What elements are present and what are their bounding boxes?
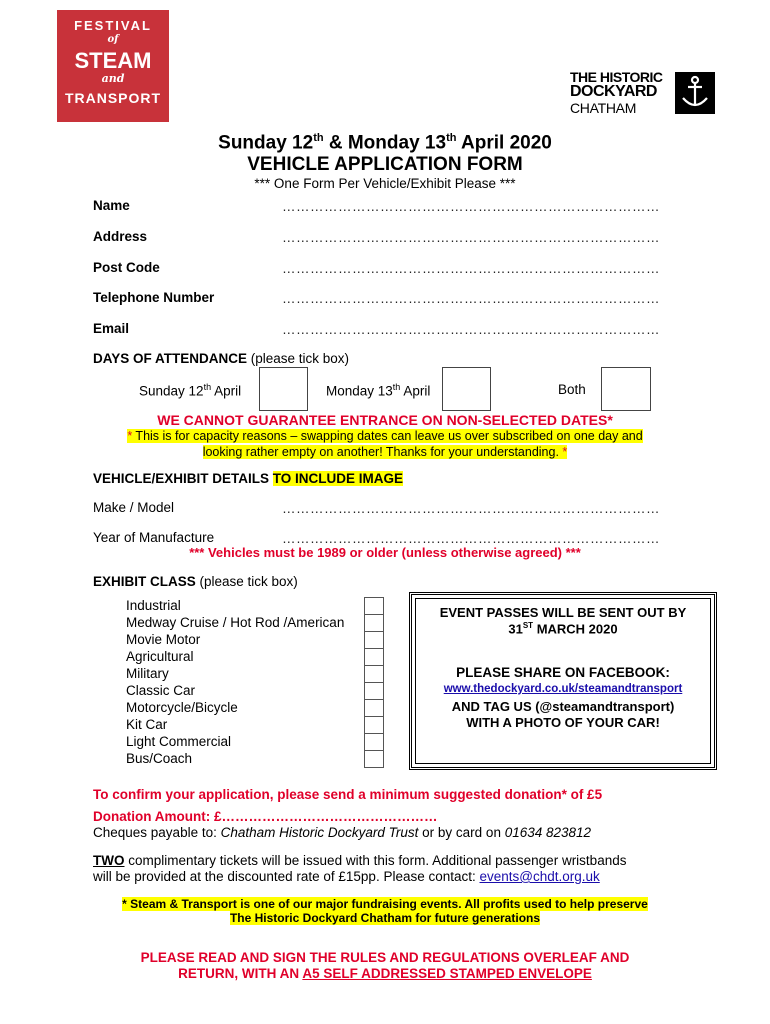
logo-text-and: and [101, 72, 125, 85]
capacity-note-line2 [0, 445, 770, 459]
dockyard-logo [570, 70, 720, 118]
class-item-military: Military [126, 666, 169, 681]
class-item-medway-cruise: Medway Cruise / Hot Rod /American [126, 615, 345, 630]
passes-date-sup: ST [522, 621, 534, 630]
year-label: Year of Manufacture [93, 530, 215, 545]
passes-month: MARCH 2020 [533, 621, 618, 637]
sunday-label [139, 382, 241, 399]
form-subtitle: *** One Form Per Vehicle/Exhibit Please *** [254, 176, 516, 191]
class-checkbox-kit-car[interactable] [364, 716, 384, 734]
email-label: Email [93, 321, 130, 336]
fundraising-text: * Steam & Transport is one of our major fundraising events. All profits used to help preserve [122, 897, 648, 911]
footer-line1: PLEASE READ AND SIGN THE RULES AND REGULATIONS OVERLEAF AND [140, 950, 630, 965]
class-checkbox-light-commercial[interactable] [364, 733, 384, 751]
monday-label [326, 382, 430, 399]
passes-line2 [416, 621, 710, 636]
logo-text-transport: TRANSPORT [64, 90, 162, 106]
make-model-field[interactable]: ……………………………………………………………………… [282, 501, 660, 516]
make-model-label: Make / Model [93, 500, 175, 515]
note-star: * [127, 429, 133, 443]
note-text: looking rather empty on another! Thanks for your understanding. [202, 445, 563, 459]
email-field[interactable]: ……………………………………………………………………… [282, 322, 660, 337]
class-item-movie-motor: Movie Motor [126, 632, 201, 647]
class-checkbox-agricultural[interactable] [364, 648, 384, 666]
dockyard-link-wrap [416, 683, 710, 695]
sunday-text: April [211, 383, 242, 399]
fundraising-line1 [0, 897, 770, 911]
event-date-line [0, 132, 770, 154]
donation-amount-field[interactable]: Donation Amount: £………………………………………… [93, 809, 438, 824]
form-title: VEHICLE APPLICATION FORM [247, 154, 523, 175]
sunday-checkbox[interactable] [259, 367, 308, 411]
class-checkbox-motorcycle[interactable] [364, 699, 384, 717]
note-text: This is for capacity reasons – swapping dates can leave us over subscribed on one day and [132, 429, 643, 443]
donation-confirm: To confirm your application, please send a minimum suggested donation* of £5 [93, 787, 603, 802]
capacity-note-line1 [0, 429, 770, 443]
logo-text-steam: STEAM [74, 48, 152, 73]
vehicle-heading [93, 471, 403, 486]
monday-checkbox[interactable] [442, 367, 491, 411]
tickets-two: TWO [93, 853, 125, 868]
class-checkbox-classic-car[interactable] [364, 682, 384, 700]
cheques-text: Cheques payable to: [93, 825, 221, 840]
logo-text-festival: FESTIVAL [74, 18, 152, 33]
telephone-field[interactable]: ……………………………………………………………………… [282, 291, 660, 306]
date-part: & Monday 13 [323, 132, 447, 154]
date-sup: th [313, 132, 324, 144]
vehicle-heading-highlight: TO INCLUDE IMAGE [272, 471, 404, 486]
class-checkbox-military[interactable] [364, 665, 384, 683]
postcode-label: Post Code [93, 260, 160, 275]
cheques-phone: 01634 823812 [504, 825, 592, 840]
class-item-light-commercial: Light Commercial [126, 734, 232, 749]
logo-text-the-historic: THE HISTORIC [570, 69, 663, 85]
footer-line2 [0, 966, 770, 981]
cheques-text: or by card on [418, 825, 505, 840]
class-item-motorcycle: Motorcycle/Bicycle [126, 700, 238, 715]
telephone-label: Telephone Number [93, 290, 215, 305]
address-label: Address [93, 229, 148, 244]
logo-text-chatham: CHATHAM [570, 100, 637, 116]
dockyard-link[interactable]: www.thedockyard.co.uk/steamandtransport [443, 683, 683, 695]
facebook-share-text: PLEASE SHARE ON FACEBOOK: [456, 665, 670, 680]
photo-text: WITH A PHOTO OF YOUR CAR! [466, 715, 660, 730]
contact-email-link[interactable]: events@chdt.org.uk [479, 869, 600, 884]
sunday-text: Sunday 12 [139, 383, 204, 399]
class-item-industrial: Industrial [126, 598, 181, 613]
name-field[interactable]: ……………………………………………………………………… [282, 199, 660, 214]
monday-text: Monday 13 [326, 383, 393, 399]
class-checkbox-medway-cruise[interactable] [364, 614, 384, 632]
date-part: April 2020 [456, 132, 552, 154]
date-sup: th [446, 132, 457, 144]
year-field[interactable]: ……………………………………………………………………… [282, 531, 660, 546]
fundraising-line2 [0, 911, 770, 925]
class-item-classic-car: Classic Car [126, 683, 196, 698]
passes-line1: EVENT PASSES WILL BE SENT OUT BY [439, 605, 687, 620]
postcode-field[interactable]: ……………………………………………………………………… [282, 261, 660, 276]
name-label: Name [93, 198, 130, 213]
sunday-sup: th [203, 382, 212, 392]
festival-logo [57, 10, 169, 122]
class-item-agricultural: Agricultural [126, 649, 194, 664]
tickets-line2 [93, 869, 600, 884]
tickets-text: complimentary tickets will be issued with this form. Additional passenger wristbands [124, 853, 627, 868]
attendance-heading [93, 351, 349, 366]
logo-text-dockyard: DOCKYARD [570, 83, 657, 100]
exhibit-class-heading [93, 574, 298, 589]
tickets-text: will be provided at the discounted rate of £15pp. Please contact: [93, 869, 480, 884]
tickets-line1 [93, 853, 626, 868]
dates-warning: WE CANNOT GUARANTEE ENTRANCE ON NON-SELECTED DATES* [157, 412, 613, 428]
class-checkbox-bus-coach[interactable] [364, 750, 384, 768]
date-part: Sunday 12 [218, 132, 314, 154]
vehicle-age-rule: *** Vehicles must be 1989 or older (unless otherwise agreed) *** [189, 545, 581, 560]
vehicle-heading-text: VEHICLE/EXHIBIT DETAILS [93, 471, 270, 486]
both-checkbox[interactable] [601, 367, 651, 411]
class-checkbox-movie-motor[interactable] [364, 631, 384, 649]
event-info-box [409, 592, 717, 770]
class-checkbox-industrial[interactable] [364, 597, 384, 615]
cheques-line [93, 825, 591, 840]
footer-envelope-text: A5 SELF ADDRESSED STAMPED ENVELOPE [302, 966, 592, 981]
class-item-kit-car: Kit Car [126, 717, 168, 732]
exhibit-class-heading-text: EXHIBIT CLASS [93, 574, 196, 589]
cheques-trust: Chatham Historic Dockyard Trust [220, 825, 419, 840]
address-field[interactable]: ……………………………………………………………………… [282, 230, 660, 245]
passes-date: 31 [508, 621, 523, 637]
class-item-bus-coach: Bus/Coach [126, 751, 193, 766]
fundraising-text: The Historic Dockyard Chatham for future generations [229, 911, 541, 925]
exhibit-class-heading-note: (please tick box) [195, 574, 298, 589]
both-label: Both [558, 382, 586, 397]
attendance-heading-note: (please tick box) [247, 351, 350, 366]
tag-us-text: AND TAG US (@steamandtransport) [451, 699, 675, 714]
monday-text: April [400, 383, 431, 399]
note-star: * [562, 445, 568, 459]
monday-sup: th [392, 382, 401, 392]
attendance-heading-text: DAYS OF ATTENDANCE [93, 351, 248, 366]
footer-text: RETURN, WITH AN [178, 966, 303, 981]
anchor-icon [675, 72, 715, 114]
logo-text-of: of [107, 34, 119, 45]
